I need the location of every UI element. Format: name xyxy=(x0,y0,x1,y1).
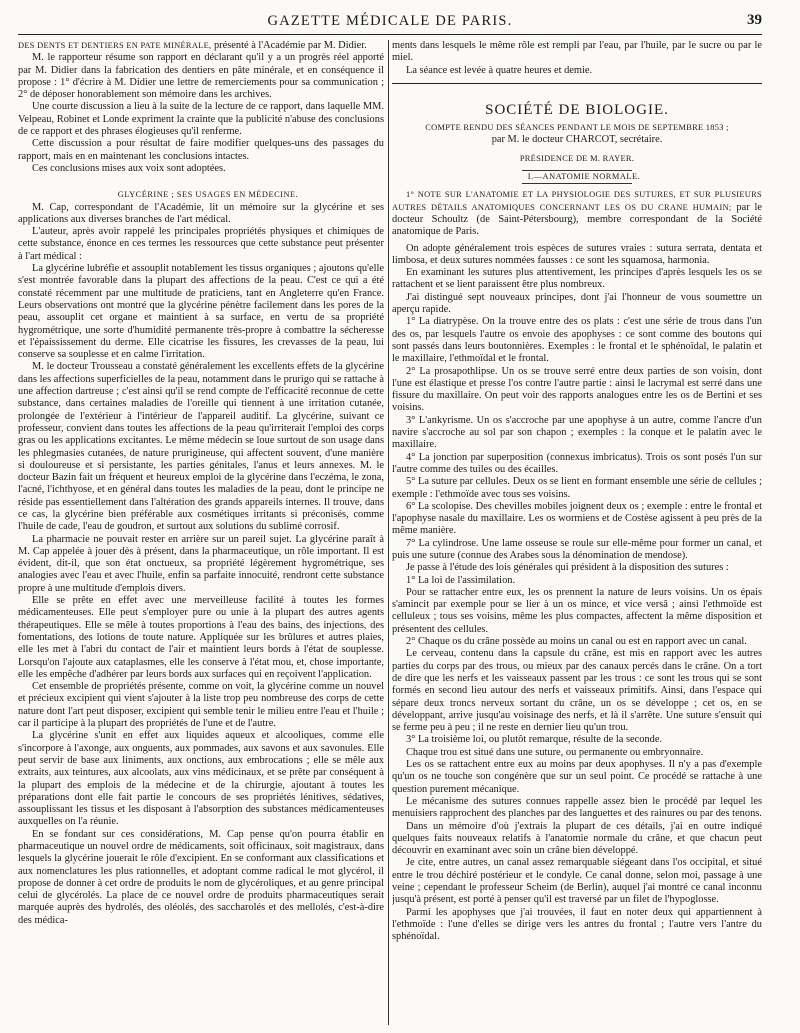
paragraph: ments dans lesquels le même rôle est rempli par l'eau, par l'huile, par le sucre ou par le miel. xyxy=(392,40,762,64)
short-rule xyxy=(522,183,632,184)
paragraph: Les os se rattachent entre eux au moins par deux apophyses. Il n'y a pas d'exemple qu'un os ne touche son congénère que sur un seul point. Ce procédé se rattache à une question purement mécanique. xyxy=(392,759,762,795)
text-span: présenté à l'Académie par M. Didier. xyxy=(211,40,367,51)
journal-title: GAZETTE MÉDICALE DE PARIS. xyxy=(267,13,513,29)
paragraph: Je cite, entre autres, un canal assez remarquable siégeant dans l'os occipital, et situé entre le trou déchiré postérieur et le condyle. Ce canal donne, selon moi, passage à une veine ; cependant le professeur Scheim (de Berlin), auquel j'ai montré ce canal inconnu jusqu'à présent, est porté à penser qu'il est traversé par un filet de l'hypoglosse. xyxy=(392,857,762,906)
paragraph: Elle se prête en effet avec une merveilleuse facilité à toutes les formes médicamenteuses. Elle peut s'employer pure ou unie à la plupart des autres agents thérapeutiques. Elle se mêle à toutes proportions à l'eau des bains, des injections, des fomentations, des lotions de toute nature. Appliquée sur les brûlures et autres plaies, elle les met à l'abri du contact de l'air et maintient leurs bords à l'état de souplesse. Lorsqu'on l'ajoute aux cataplasmes, elle les conserve à l'état mou, et, chose importante, elle les empêche d'adhérer par leurs bords aux surfaces qui en reçoivent l'application. xyxy=(18,595,384,680)
paragraph: On adopte généralement trois espèces de sutures vraies : sutura serrata, dentata et limbosa, et deux sutures nommées fausses : ce sont les squamosa, harmonia. xyxy=(392,242,762,266)
paragraph xyxy=(392,189,762,238)
paragraph: 2° La prosapothlipse. Un os se trouve serré entre deux parties de son voisin, dont l'une est élastique et presse l'os contre l'autre partie : ainsi le lacrymal est serré dans une fissure du maxillaire. On peut voir des rapports analogues entre les os de Bertini et ses voisins. xyxy=(392,365,762,414)
paragraph xyxy=(18,40,384,52)
paragraph: La glycérine lubréfie et assouplit notablement les tissus organiques ; ajoutons qu'elle s'est montrée favorable dans la plupart des affections de la peau. C'est ce qui a été constaté récemment par une multitude de praticiens, tant en Angleterre qu'en France. Leurs observations ont montré que la glycérine pénètre facilement dans les pores de la peau, assouplit cet organe et maintient à sa surface, en vertu de sa propriété hygrométrique, une sorte d'humidité permanente très-propre à combattre la sécheresse et l'épaississement du derme. Elle cicatrise les fissures, les crevasses de la peau, lui conserve sa souplesse et en calme l'irritation. xyxy=(18,263,384,361)
paragraph: 3° La troisième loi, ou plutôt remarque, résulte de la seconde. xyxy=(406,734,663,746)
section-heading: GLYCÉRINE ; SES USAGES EN MÉDECINE. xyxy=(117,190,299,200)
paragraph: Une courte discussion a lieu à la suite de la lecture de ce rapport, dans laquelle MM. Velpeau, Robinet et Londe expriment la crainte que la publicité n'abuse des conclusions de ce rapport et des phrases élogieuses qu'il renferme. xyxy=(18,101,384,138)
paragraph: 1° La loi de l'assimilation. xyxy=(406,574,516,586)
paragraph: La pharmacie ne pouvait rester en arrière sur un pareil sujet. La glycérine paraît à M. Cap appelée à jouer dès à présent, dans la pharmaceutique, un rôle important. Il est évident, dit-il, que son état onctueux, sa propriété légèrement hygrométrique, ses analogies avec l'eau et avec l'huile, enfin sa parfaite innocuité, rendront cette substance propre à une multitude d'emplois divers. xyxy=(18,533,384,594)
paragraph: 3° L'ankyrisme. Un os s'accroche par une apophyse à un autre, comme l'ancre d'un navire s'accroche au sol par son chapon ; exemples : la conque et le palatin avec le maxillaire. xyxy=(392,414,762,451)
paragraph: Parmi les apophyses que j'ai trouvées, il faut en noter deux qui appartiennent à l'ethmoïde : l'une d'elles se dirige vers les antres du frontal ; l'autre vers l'antre du sphénoïdal. xyxy=(392,906,762,943)
paragraph: La glycérine s'unit en effet aux liquides aqueux et alcooliques, comme elle s'incorpore à l'axonge, aux onguents, aux pommades, aux savons et aux savonules. Elle peut servir de base aux liniments, aux onctions, aux embrocations ; elle se mêle aux extraits, aux teintures, aux alcoolats, aux vins médicinaux, et se prête par conséquent à la plupart des emplois de la médecine et de la chirurgie, ajoutant à toutes les préparations dont elle fait partie le concours de ses propriétés lénitives, sédatives, assouplissant les tissus et les disposant à l'absorption des substances médicamenteuses auxquelles on l'a réunie. xyxy=(18,730,384,828)
column-divider xyxy=(388,40,389,1025)
paragraph: Pour se rattacher entre eux, les os prennent la nature de leurs voisins. Un os épais s'amincit par exemple pour se lier à un os mince, et vice versâ ; ainsi l'ethmoïde est celluleux ; tous ses voisins, même les plus compactes, affectent la même disposition et présentent des cellules. xyxy=(392,586,762,635)
report-byline: par M. le docteur CHARCOT, secrétaire. xyxy=(491,134,663,146)
paragraph: 2° Chaque os du crâne possède au moins un canal ou est en rapport avec un canal. xyxy=(406,636,747,648)
paragraph: 1° La diatrypèse. On la trouve entre des os plats : c'est une série de trous dans l'un des os, par lesquels l'autre os envoie des apophyses : ce sont comme des boutons qui sont passés dans leurs boutonnières. Exemples : le frontal et le sphénoïdal, le palatin et le maxillaire, l'ethmoïdal et le frontal. xyxy=(392,316,762,365)
paragraph: Dans un mémoire d'où j'extrais la plupart de ces détails, j'ai en outre indiqué quelques faits nouveaux relatifs à l'anatomie normale du crâne, et que chacun peut découvrir en examinant avec soin un crâne bien développé. xyxy=(392,820,762,857)
paragraph: 4° La jonction par superposition (connexus imbricatus). Trois os sont posés l'un sur l'autre comme des tuiles ou des écailles. xyxy=(392,451,762,475)
page-header xyxy=(18,10,762,35)
text-span: par le docteur Schoultz (de Saint-Pétersbourg), membre correspondant de la Société anatomique de Paris. xyxy=(392,201,762,238)
paragraph: J'ai distingué sept nouveaux principes, dont j'ai l'honneur de vous soumettre un aperçu rapide. xyxy=(392,291,762,316)
paragraph: La séance est levée à quatre heures et demie. xyxy=(406,64,593,76)
paragraph: 7° La cylindrose. Une lame osseuse se roule sur elle-même pour former un canal, et puis une suture (connue des Arabes sous la dénomination de mendose). xyxy=(392,537,762,561)
title-caps: DES DENTS ET DENTIERS EN PATE MINÉRALE, xyxy=(18,41,212,50)
paragraph: L'auteur, après avoir rappelé les principales propriétés physiques et chimiques de cette substance, énonce en ces termes les ressources que cette substance peut présenter à l'art médical : xyxy=(18,226,384,262)
paragraph: Le mécanisme des sutures connues rappelle assez bien le procédé par lequel les menuisiers rapprochent des planches par des languettes et des rainures ou par des tenons. xyxy=(392,795,762,820)
right-column xyxy=(392,40,762,1025)
society-title: SOCIÉTÉ DE BIOLOGIE. xyxy=(485,101,669,118)
presidency-line: PRÉSIDENCE DE M. RAYER. xyxy=(519,153,635,163)
paragraph: Cette discussion a pour résultat de faire modifier quelques-uns des passages du rapport, mais en en maintenant les conclusions intactes. xyxy=(18,138,384,162)
paragraph: Le cerveau, contenu dans la capsule du crâne, est mis en rapport avec les autres parties du corps par des trous, ou mieux par des canaux percés dans le crâne. On a tort de dire que les nerfs et les vaisseaux passent par les trous : ce sont les trous qui se sont formés en second lieu autour des nerfs et vaisseaux primitifs. Ainsi, dans l'espace qui sépare deux troncs nerveux sortant du crâne, un os se développe ; cet os, en se développant, arrive jusqu'au voisinage des nerfs, et là il s'arrête. Une suture s'ensuit qui se ferme peu à peu ; il ne reste en dernier lieu qu'un trou. xyxy=(392,648,762,734)
paragraph: M. Cap, correspondant de l'Académie, lit un mémoire sur la glycérine et ses applications aux diverses branches de l'art médical. xyxy=(18,201,384,225)
report-heading: COMPTE RENDU DES SÉANCES PENDANT LE MOIS DE SEPTEMBRE 1853 ; xyxy=(425,123,729,133)
paragraph: 5° La suture par cellules. Deux os se lient en formant ensemble une série de cellules ; exemple : l'ethmoïde avec tous ses voisins. xyxy=(392,476,762,500)
left-column xyxy=(18,40,384,1025)
paragraph: En examinant les sutures plus attentivement, les principes d'après lesquels les os se rattachent et se lient paraissent être plus nombreux. xyxy=(392,267,762,291)
page-number: 39 xyxy=(747,12,762,28)
paragraph: M. le rapporteur résume son rapport en déclarant qu'il y a un progrès réel apporté par M. Didier dans la fabrication des dentiers en pâte minérale, et en conséquence il propose : 1° d'écrire à M. Didier une lettre de remerciements pour sa communication ; 2° de déposer honorablement son mémoire dans les archives. xyxy=(18,52,384,101)
paragraph: Je passe à l'étude des lois générales qui président à la disposition des sutures : xyxy=(406,562,729,574)
paragraph: Ces conclusions mises aux voix sont adoptées. xyxy=(32,162,226,174)
paragraph: Chaque trou est situé dans une suture, ou permanente ou embryonnaire. xyxy=(406,746,704,758)
paragraph: M. le docteur Trousseau a constaté généralement les excellents effets de la glycérine dans les affections superficielles de la peau, notamment dans le prurigo qui se rattache à une affection dartreuse ; c'est ainsi qu'il se rend compte de l'efficacité reconnue de cette substance, dans certaines maladies de l'oreille qui tiennent à une irritation cutanée, prolongée de l'extérieur à l'intérieur de l'appareil auditif. La glycérine, suivant ce professeur, convient dans toutes les affections de la peau qu'irriterait l'emploi des corps gras ou les applications excitantes. Le même médecin se loue surtout de son usage dans les phlegmasies cutanées, de nature prurigineuse, qui affectent souvent, d'une manière si douloureuse et si persistante, les parties génitales, l'anus et leurs annexes. M. le docteur Bazin fait un fréquent et heureux emploi de la glycérine dans l'eczéma, le zona, l'acné, l'ichthyose, et en général dans toutes les maladies de la peau, dont le principe ne réside pas essentiellement dans l'altération des grands appareils internes. Il trouve, dans ce cas, la glycérine bien préférable aux cosmétiques irritants si préconisés, comme l'huile de cade, l'eau de goudron, et surtout aux solutions du sublimé corrosif. xyxy=(18,361,384,533)
paragraph: 6° La scolopise. Des chevilles mobiles joignent deux os ; exemple : entre le frontal et l'apophyse nasale du maxillaire. Les os wormiens et de Costèse agissent à peu près de la même manière. xyxy=(392,500,762,537)
note-caps: 1° NOTE SUR L'ANATOMIE ET LA PHYSIOLOGIE DES SUTURES, ET SUR PLUSIEURS AUTRES DÉTAILS ANATOMIQUES CONCERNANT LES OS DU CRANE HUMAIN; xyxy=(392,190,762,212)
paragraph: En se fondant sur ces considérations, M. Cap pense qu'on pourra établir en pharmaceutique un nouvel ordre de médicaments, soit officinaux, soit magistraux, dans lesquels la glycérine jouerait le rôle d'excipient. En se conformant aux classifications et aux nomenclatures les plus rationnelles, et adoptant comme radical le mot glycérol, il propose de donner à cet ordre de produits le nom de glycéroliques, et au genre principal celui de glycérolés. La place de ce nouvel ordre de produits pharmaceutiques serait marquée auprès des hydrolés, des oléolés, des saccharolés et des mellolés, c'est-à-dire des médica- xyxy=(18,828,384,926)
section-heading: I.—ANATOMIE NORMALE. xyxy=(527,172,641,182)
paragraph: Cet ensemble de propriétés présente, comme on voit, la glycérine comme un nouvel et précieux excipient qui vient s'ajouter à la liste trop peu nombreuse des corps de cette nature dont l'art peut disposer, excipient qui semble tenir le milieu entre l'eau et l'huile ; car il participe à la plupart des propriétés de l'une et de l'autre. xyxy=(18,681,384,730)
